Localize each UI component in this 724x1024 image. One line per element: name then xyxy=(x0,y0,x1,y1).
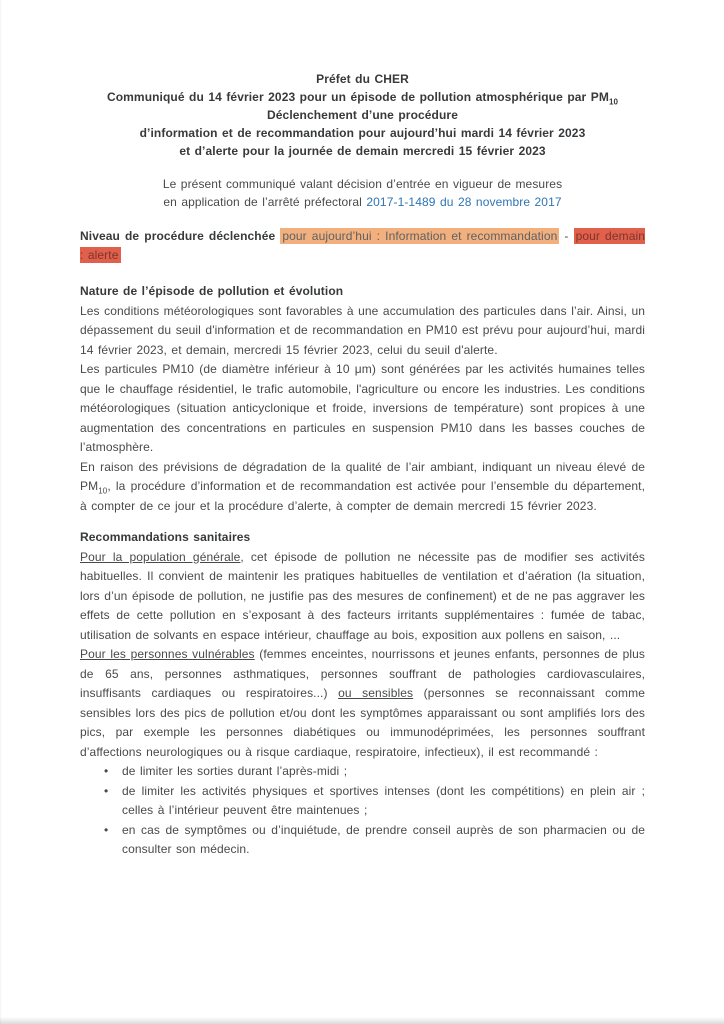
level-separator: - xyxy=(559,229,574,243)
tomorrow-level-highlight: pour demain : alerte xyxy=(80,229,646,262)
document-title-block xyxy=(80,70,645,160)
today-level-highlight: pour aujourd’hui : Information et recommandation xyxy=(282,229,558,243)
title-prefet: Préfet du CHER xyxy=(316,72,409,86)
title-declenchement: Déclenchement d’une procédure xyxy=(267,108,458,122)
section-heading-recommendations: Recommandations sanitaires xyxy=(80,530,251,544)
general-population-underline: Pour la population générale xyxy=(80,549,241,564)
arrete-prefectoral-link[interactable]: 2017-1-1489 du 28 novembre 2017 xyxy=(366,195,562,209)
scan-edge-left xyxy=(0,0,2,1024)
bullet-icon: • xyxy=(104,822,109,837)
title-information: d’information et de recommandation pour aujourd’hui mardi 14 février 2023 xyxy=(139,126,586,140)
recommendation-bullet-list xyxy=(80,762,645,860)
title-alerte: et d’alerte pour la journée de demain mercredi 15 février 2023 xyxy=(179,144,546,158)
paragraph-procedure-activation: En raison des prévisions de dégradation de la qualité de l’air ambiant, indiquant un niveau élevé de $PM_{10}$, la procédure d’information et de recommandation est activée pour l’ensemble du département, à compter de ce jour et la procédure d’alerte, à compter de demain mercredi 15 février 2023. xyxy=(80,459,645,513)
pm10-subscript: 10 xyxy=(608,97,619,107)
list-item xyxy=(80,762,645,782)
bullet-text-activites: de limiter les activités physiques et sportives intenses (dont les compétitions) en plein air ; celles à l’intérieur peuvent être maintenues ; xyxy=(122,783,645,817)
bullet-icon: • xyxy=(104,783,109,798)
list-item xyxy=(80,782,645,821)
paragraph-meteo-conditions: Les conditions météorologiques sont favorables à une accumulation des particules dans l’air. Ainsi, un dépassement du seuil d'information et de recommandation en PM10 est prévu pour aujourd’hui, mardi 14 février 2023, et demain, mercredi 15 février 2023, celui du seuil d'alerte. xyxy=(80,303,645,357)
title-communique: Communiqué du 14 février 2023 pour un épisode de pollution atmosphérique par $PM_{10}$ xyxy=(106,90,619,107)
notice-line-1: Le présent communiqué valant décision d’entrée en vigueur de mesures xyxy=(162,177,563,191)
procedure-level-label: Niveau de procédure déclenchée xyxy=(80,229,276,243)
procedure-level-line xyxy=(80,227,645,265)
section-heading-nature: Nature de l’épisode de pollution et évolution xyxy=(80,284,344,298)
sensitive-persons-underline: ou sensibles xyxy=(338,686,414,700)
bullet-text-symptomes: en cas de symptômes ou d’inquiétude, de prendre conseil auprès de son pharmacien ou de consulter son médecin. xyxy=(122,822,645,856)
paragraph-general-population: Pour la population générale, cet épisode de pollution ne nécessite pas de modifier ses activités habituelles. Il convient de maintenir les pratiques habituelles de ventilation et d’aération (la situation, lors d’un épisode de pollution, ne justifie pas des mesures de confinement) et de ne pas aggraver les effets de cette pollution en s’exposant à des facteurs irritants supplémentaires : fumée de tabac, utilisation de solvants en espace intérieur, chauffage au bois, exposition aux pollens en saison, ... xyxy=(80,549,645,642)
notice-block xyxy=(80,175,645,211)
notice-line-2: en application de l’arrêté préfectoral 2017-1-1489 du 28 novembre 2017 xyxy=(163,195,562,209)
bullet-text-sorties: de limiter les sorties durant l’après-midi ; xyxy=(122,764,348,778)
pm10-subscript: 10 xyxy=(98,486,108,496)
paragraph-pm10-origin: Les particules PM10 (de diamètre inférieur à 10 μm) sont générées par les activités humaines telles que le chauffage résidentiel, le trafic automobile, l'agriculture ou encore les industries. Les conditions météorologiques (situation anticyclonique et froide, inversions de température) sont propices à une augmentation des concentrations en particules en suspension PM10 dans les basses couches de l’atmosphère. xyxy=(80,362,645,454)
list-item xyxy=(80,821,645,860)
document-content xyxy=(80,70,645,860)
bullet-icon: • xyxy=(104,764,109,778)
vulnerable-persons-underline: Pour les personnes vulnérables xyxy=(80,647,255,661)
paragraph-vulnerable-persons: Pour les personnes vulnérables (femmes enceintes, nourrissons et jeunes enfants, personnes de plus de 65 ans, personnes asthmatiques, personnes souffrant de pathologies cardiovasculaires, insuffisants cardiaques ou respiratoires...) ou sensibles (personnes se reconnaissant comme sensibles lors des pics de pollution et/ou dont les symptômes apparaissant ou sont amplifiés lors des pics, par exemple les personnes diabétiques ou immunodéprimées, les personnes souffrant d’affections neurologiques ou à risque cardiaque, respiratoire, infectieux), il est recommandé : xyxy=(80,647,645,759)
scan-edge-shadow xyxy=(0,1017,724,1024)
